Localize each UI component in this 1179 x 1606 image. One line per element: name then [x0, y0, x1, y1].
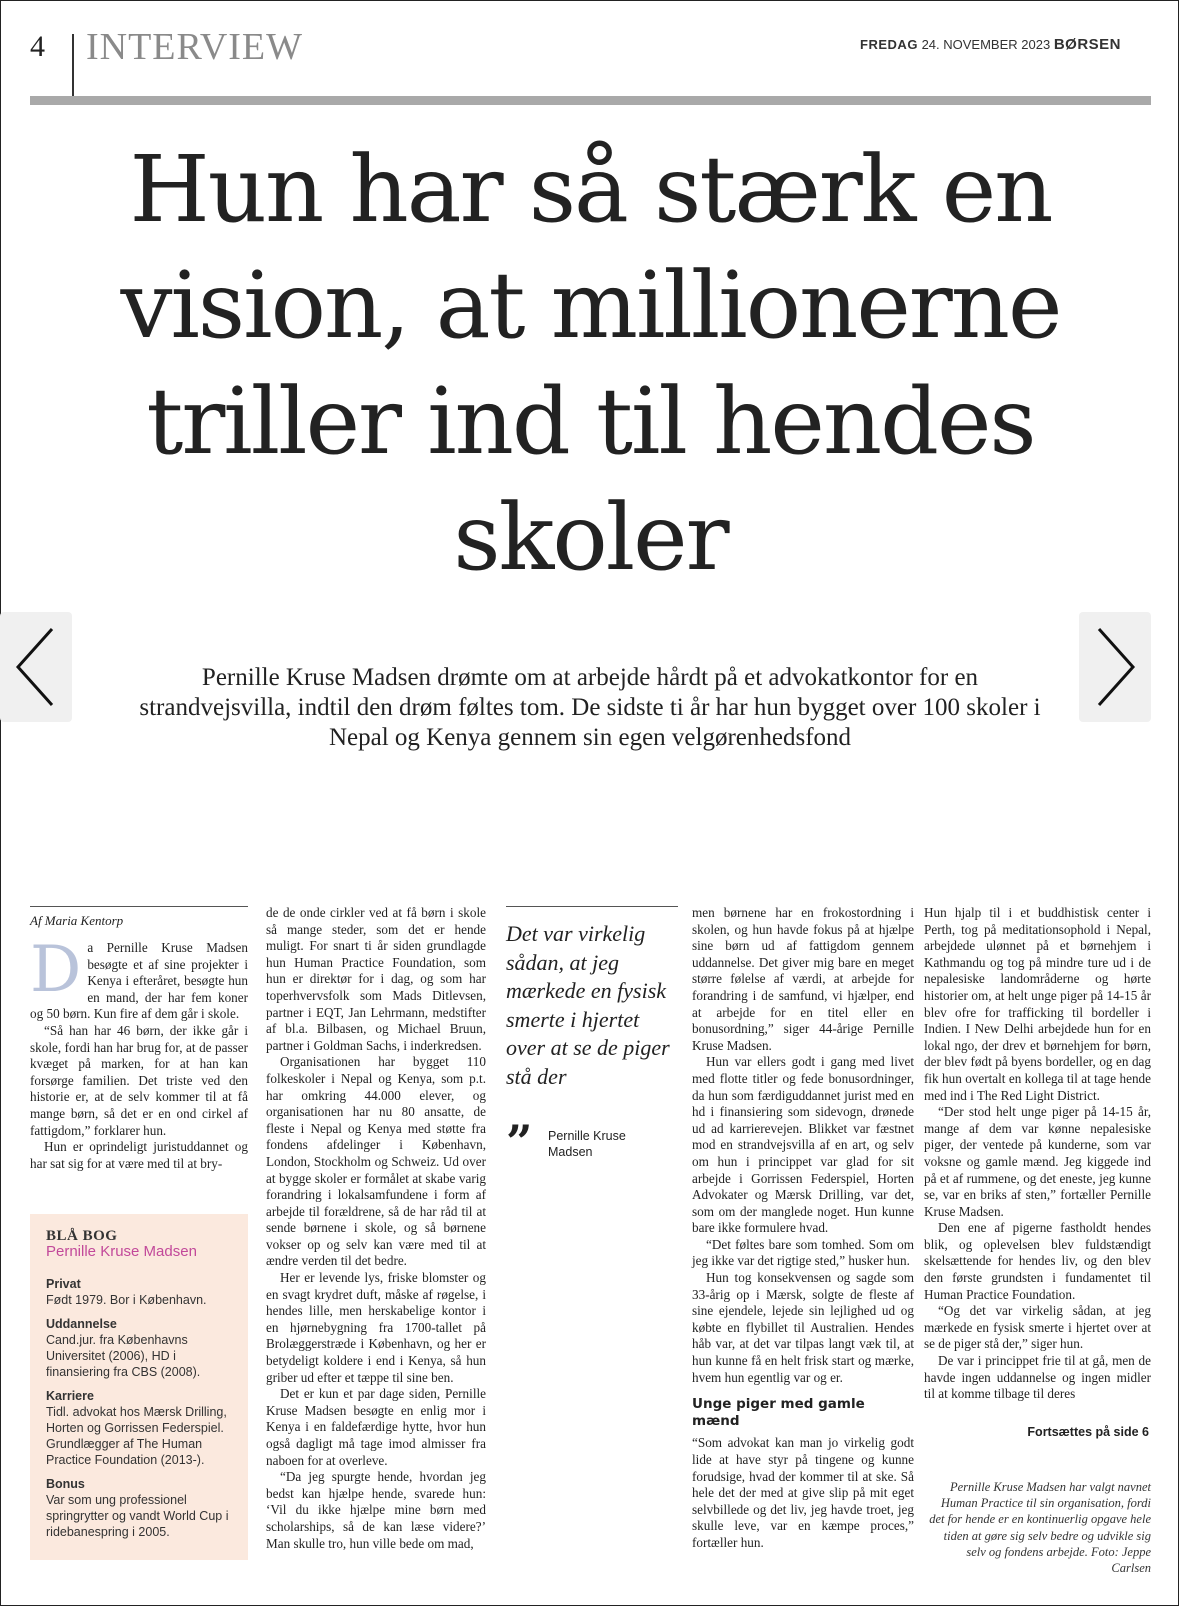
- drop-cap: D: [30, 933, 82, 1007]
- dateline-day: FREDAG: [860, 37, 918, 52]
- body-paragraph: “Og det var virkelig sådan, at jeg mærkede en fysisk smerte i hjertet over at se de piger stå der,” siger hun.: [924, 1303, 1151, 1352]
- body-paragraph: men børnene har en frokostordning i skolen, og hun havde fokus på at hjælpe sine børn ud af fattigdom gennem uddannelse. Det giver mig bare en meget større følelse af værdi, at arbejde for forandring i de samfund, vi hjælper, end at arbejde for en titel eller en bonusordning,” siger 44-årige Pernille Kruse Madsen.: [692, 905, 914, 1053]
- lede: Pernille Kruse Madsen drømte om at arbejde hårdt på et advokatkontor for en strandvejsvilla, indtil den drøm føltes tom. De sidste ti år har hun bygget over 100 skoler i Nepal og Kenya gennem sin egen velgørenhedsfond: [139, 664, 1041, 751]
- header-divider: [72, 34, 74, 96]
- body-paragraph: Hun var ellers godt i gang med livet med flotte titler og fede bonusordninger, da hun som færdiguddannet jurist med en hd i finansiering som sidevogn, drønede ud ad karrierevejen. Blikket var fæstnet mod en strandvejsvilla af en art, og selv om hun i princippet var glad for sit arbejde i Gorrissen Federspiel, Horten Advokater og Mærsk Drilling, var det, som om der manglede noget. Hun kunne bare ikke formulere hvad.: [692, 1054, 914, 1236]
- bio-text: Cand.jur. fra Københavns Universitet (2006), HD i finansiering fra CBS (2008).: [46, 1333, 201, 1379]
- next-page-button[interactable]: [1079, 612, 1151, 722]
- section-label: INTERVIEW: [86, 26, 303, 68]
- quote-mark-icon: ”: [506, 1115, 533, 1169]
- bio-box: [30, 1214, 248, 1560]
- newspaper-brand: BØRSEN: [1053, 36, 1121, 53]
- body-paragraph: “Så han har 46 børn, der ikke går i skole, fordi han har brug for, at de passer kvæget på marken, for at han kan forsørge familien. Det triste ved den historie er, at de selv kommer til at få mange børn, så det er en ond cirkel af fattigdom,” forklarer hun.: [30, 1022, 248, 1138]
- dateline: [860, 36, 1121, 53]
- previous-page-button[interactable]: [0, 612, 72, 722]
- column-2: [266, 905, 486, 1552]
- subheading: Unge piger med gamle mænd: [692, 1396, 865, 1429]
- column-1: [30, 933, 248, 1172]
- continued-on-page: Fortsættes på side 6: [1027, 1425, 1149, 1439]
- bio-heading: Bonus: [46, 1477, 85, 1491]
- body-paragraph: Her er levende lys, friske blomster og en svagt krydret duft, måske af røgelse, i hendes lille, men herskabelige kontor i en hjørnebygning fra 1700-tallet på Brolæggerstræde i København, og her er betydeligt koldere i end i Kenya, så hun griber ud efter et tæppe til sine ben.: [266, 1270, 486, 1385]
- headline: Hun har så stærk en vision, at millionerne triller ind til hendes skoler: [120, 136, 1061, 591]
- body-paragraph: Den ene af pigerne fastholdt hendes blik, og oplevelsen blev fuldstændigt skelsættende for hendes liv, og den blev den første grundsten i fundamentet til Human Practice Foundation.: [924, 1220, 1151, 1302]
- page-number: 4: [30, 30, 45, 63]
- bio-title: BLÅ BOG: [46, 1228, 118, 1244]
- body-paragraph: De var i princippet frie til at gå, men de havde ingen uddannelse og ingen midler til at komme tilbage til deres: [924, 1353, 1151, 1402]
- body-paragraph: de de onde cirkler ved at få børn i skole så mange steder, som det er hende muligt. For snart ti år siden grundlagde hun Human Practice Foundation, som hun er direktør for i dag, og som har toperhvervsfolk som Mads Ditlevsen, partner i EQT, Jan Lehrmann, medstifter af bl.a. Bilbasen, og Michael Bruun, partner i Goldman Sachs, i inderkredsen.: [266, 905, 486, 1053]
- bio-heading: Karriere: [46, 1389, 94, 1403]
- body-paragraph: “Det føltes bare som tomhed. Som om jeg ikke var det rigtige sted,” husker hun.: [692, 1236, 914, 1269]
- body-paragraph: Hun er oprindeligt juristuddannet og har sat sig for at være med til at bry-: [30, 1139, 248, 1171]
- body-paragraph: Det er kun et par dage siden, Pernille Kruse Madsen besøgte en enlig mor i Kenya i en faldefærdige hytte, hvor hun også dagligt må tage imod almisser fra naboen for at overleve.: [266, 1386, 486, 1468]
- body-paragraph: Hun tog konsekvensen og sagde som 33-årig op i Mærsk, solgte de fleste af sine ejendele, lejede sin lejlighed ud og købte en flybillet til Australien. Hendes håb var, at det var tilpas langt væk til, at hun kunne få en helt frisk start og mærke, hvem hun egentlig var og er.: [692, 1270, 914, 1385]
- body-paragraph: “Da jeg spurgte hende, hvordan jeg bedst kan hjælpe hende, svarede hun: ‘Vil du ikke hjælpe mine børn med scholarships, så de kan læse videre?’ Man skulle tro, hun ville bede om mad,: [266, 1469, 486, 1551]
- column-3: [692, 905, 914, 1552]
- byline: Af Maria Kentorp: [30, 913, 124, 928]
- body-paragraph: [30, 933, 248, 1023]
- body-paragraph: Organisationen har bygget 110 folkeskoler i Nepal og Kenya, som p.t. har omkring 44.000 elever, og organisationen har nu 80 ansatte, de fleste i Nepal og Kenya med støtte fra fondens afdelinger i København, London, Stockholm og Schweiz. Ud over at bygge skoler er formålet at skabe varig forandring i lokalsamfundene i form af arbejde til forældrene, så de har råd til at sende børnene i skole, og så børnene vokser op og selv kan være med til at ændre verden til det bedre.: [266, 1054, 486, 1269]
- bio-name: Pernille Kruse Madsen: [46, 1243, 197, 1260]
- bio-text: Var som ung professionel springrytter og vandt World Cup i ridebanespring i 2005.: [46, 1493, 229, 1539]
- bio-text: Tidl. advokat hos Mærsk Drilling, Horten og Gorrissen Federspiel. Grundlægger af The Human Practice Foundation (2013-).: [46, 1405, 227, 1467]
- pullquote-rule: [506, 906, 678, 907]
- bio-heading: Privat: [46, 1277, 81, 1291]
- bio-heading: Uddannelse: [46, 1317, 117, 1331]
- pullquote-attribution: Pernille Kruse Madsen: [548, 1129, 626, 1159]
- body-paragraph: Hun hjalp til i et buddhistisk center i Perth, tog på meditationsophold i Nepal, arbejdede ulønnet på et børnehjem i Kathmandu og tog på mindre ture ud i de nepalesiske landområderne og hørte historier om, at helt unge piger på 14-15 år blev ofre for trafficking til bordeller i Indien. I New Delhi arbejdede hun for en lokal ngo, der drev et børnehjem for børn, der blev født på byens bordeller, og en dag fik hun overtalt en kollega til at tage hende med ind i The Red Light District.: [924, 905, 1151, 1103]
- paragraph-text: a Pernille Kruse Madsen besøgte et af sine projekter i Kenya i efteråret, besøgte hun en mand, der har fem koner og 50 børn. Kun fire af dem går i skole.: [30, 940, 248, 1022]
- body-paragraph: “Som advokat kan man jo virkelig godt lide at have styr på tingene og kunne forudsige, hvad der kommer til at ske. Så hele det der med at give slip på mit eget selvbillede og det liv, jeg havde troet, jeg skulle leve, var en kæmpe proces,” fortæller hun.: [692, 1435, 914, 1550]
- photo-caption: Pernille Kruse Madsen har valgt navnet Human Practice til sin organisation, fordi det for hende er en kontinuerlig opgave hele tiden at gøre sig selv bedre og udvikle sig selv og fondens arbejde. Foto: Jeppe Carlsen: [929, 1480, 1151, 1576]
- chevron-left-icon: [12, 625, 60, 709]
- column-4: [924, 905, 1151, 1403]
- header-bar: [30, 96, 1151, 105]
- body-paragraph: “Der stod helt unge piger på 14-15 år, mange af dem var kønne nepalesiske piger, der ventede på kunderne, som var voksne og gamle mænd. Jeg kiggede ind på et af rummene, og det eneste, jeg kunne se, var en briks af sten,” fortæller Pernille Kruse Madsen.: [924, 1104, 1151, 1219]
- byline-rule: [30, 906, 248, 907]
- dateline-date: 24. NOVEMBER 2023: [921, 37, 1051, 52]
- pullquote-text: Det var virkelig sådan, at jeg mærkede en fysisk smerte i hjertet over at se de piger stå der: [506, 921, 670, 1089]
- bio-text: Født 1979. Bor i København.: [46, 1293, 207, 1307]
- chevron-right-icon: [1091, 625, 1139, 709]
